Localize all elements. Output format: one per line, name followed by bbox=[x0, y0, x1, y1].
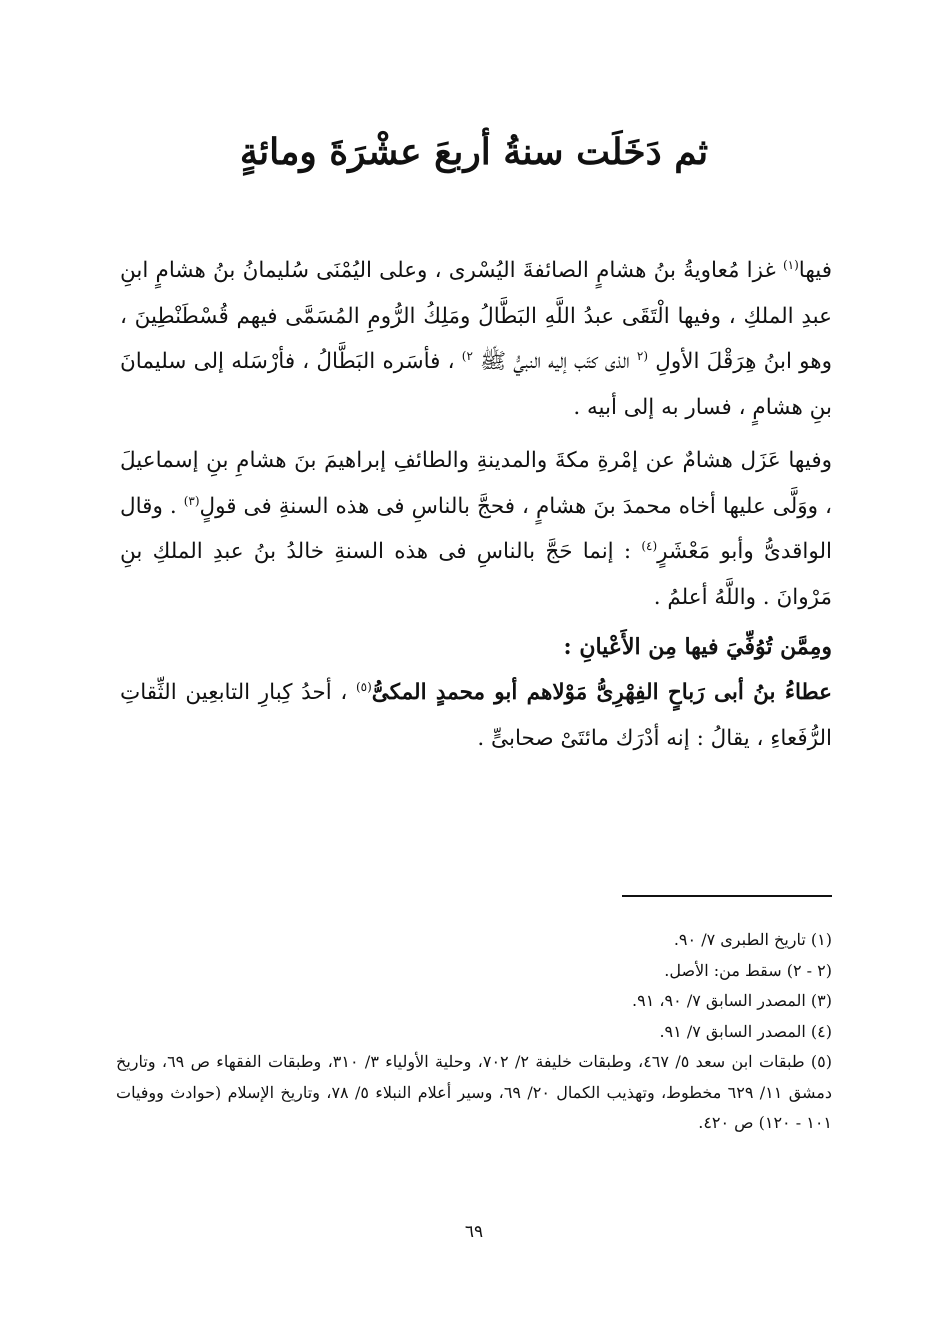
paragraph-2-text-a: وفيها عَزَل هشامٌ عن إمْرةِ مكةَ والمدينةِ والطائفِ إبراهيمَ بنَ هشامِ بنِ إسماعيلَ ، ووَلَّى عليها أخاه محمدَ بنَ هشامٍ ، فحجَّ بالناسِ فى هذه السنةِ فى قولٍ bbox=[120, 448, 832, 519]
footnote-5: (٥) طبقات ابن سعد ٥/ ٤٦٧، وطبقات خليفة ٢/ ٧٠٢، وحلية الأولياء ٣/ ٣١٠، وطبقات الفقهاء ص ٦٩، وتاريخ دمشق ١١/ ٦٢٩ مخطوط، وتهذيب الكمال ٢٠/ ٦٩، وسير أعلام النبلاء ٥/ ٧٨، وتاريخ الإسلام (حوادث ووفيات ١٠١ - ١٢٠) ص ٤٢٠. bbox=[116, 1052, 833, 1132]
footnotes bbox=[116, 925, 832, 1139]
paragraph-1-text-b: غزا مُعاويةُ بنُ هشامٍ الصائفةَ اليُسْرى ، وعلى اليُمْنَى سُليمانُ بنُ هشامٍ ابنِ عبدِ الملكِ ، وفيها الْتَقَى عبدُ اللَّهِ البَطَّالُ ومَلِكُ الرُّومِ المُسَمَّى فيهم قُسْطَنْطِينَ ، وهو ابنُ هِرَقْلَ الأولِ bbox=[120, 258, 832, 374]
footnote-ref-5: (٥) bbox=[355, 679, 372, 694]
paragraph-ata-text: ، أحدُ كِبارِ التابعِين الثِّقاتِ الرُّفَعاءِ ، يقالُ : إنه أدْرَك مائتَىْ صحابىٍّ . bbox=[120, 680, 832, 751]
paragraph-2-text-b: . وقال الواقدىُّ وأبو مَعْشَرٍ bbox=[120, 493, 832, 564]
paragraph-1-text-c: الذى كتَب إليه النبيُّ ﷺ bbox=[472, 349, 637, 374]
paragraph-ata bbox=[120, 670, 832, 761]
footnote-ref-4: (٤) bbox=[641, 538, 658, 553]
footnote-1: (١) تاريخ الطبرى ٧/ ٩٠. bbox=[673, 930, 832, 949]
paragraph-2 bbox=[120, 438, 832, 620]
person-name: عطاءُ بنُ أبى رَباحٍ الفِهْرِىُّ مَوْلاهم أبو محمدٍ المكىُّ bbox=[371, 680, 832, 705]
footnote-separator bbox=[622, 895, 832, 897]
section-heading: ومِمَّن تُوُفِّيَ فيها مِن الأَعْيانِ : bbox=[563, 634, 832, 660]
chapter-title: ثم دَخَلَت سنةُ أربعَ عشْرَةَ ومائةٍ bbox=[239, 131, 709, 173]
footnote-ref-2-close: ٢) bbox=[461, 348, 473, 363]
footnote-ref-1: (١) bbox=[782, 257, 799, 272]
paragraph-1 bbox=[120, 248, 832, 430]
footnote-ref-3: (٣) bbox=[183, 493, 200, 508]
paragraph-1-text-d: ، فأسَره البَطَّالُ ، فأرْسَله إلى سليمانَ بنِ هشامٍ ، فسار به إلى أبيه . bbox=[120, 349, 832, 420]
footnote-4: (٤) المصدر السابق ٧/ ٩١. bbox=[659, 1021, 832, 1041]
footnote-ref-2-open: (٢ bbox=[636, 348, 649, 363]
paragraph-2-text-c: : إنما حَجَّ بالناسِ فى هذه السنةِ خالدُ بنُ عبدِ الملكِ بنِ مَرْوانَ . واللَّهُ أعلمُ . bbox=[120, 539, 832, 610]
paragraph-1-text-a: فيها bbox=[798, 258, 832, 283]
footnote-3: (٣) المصدر السابق ٧/ ٩٠، ٩١. bbox=[632, 991, 832, 1010]
main-text bbox=[120, 248, 832, 761]
page-number: ٦٩ bbox=[464, 1222, 484, 1242]
footnote-2: (٢ - ٢) سقط من: الأصل. bbox=[664, 960, 832, 980]
